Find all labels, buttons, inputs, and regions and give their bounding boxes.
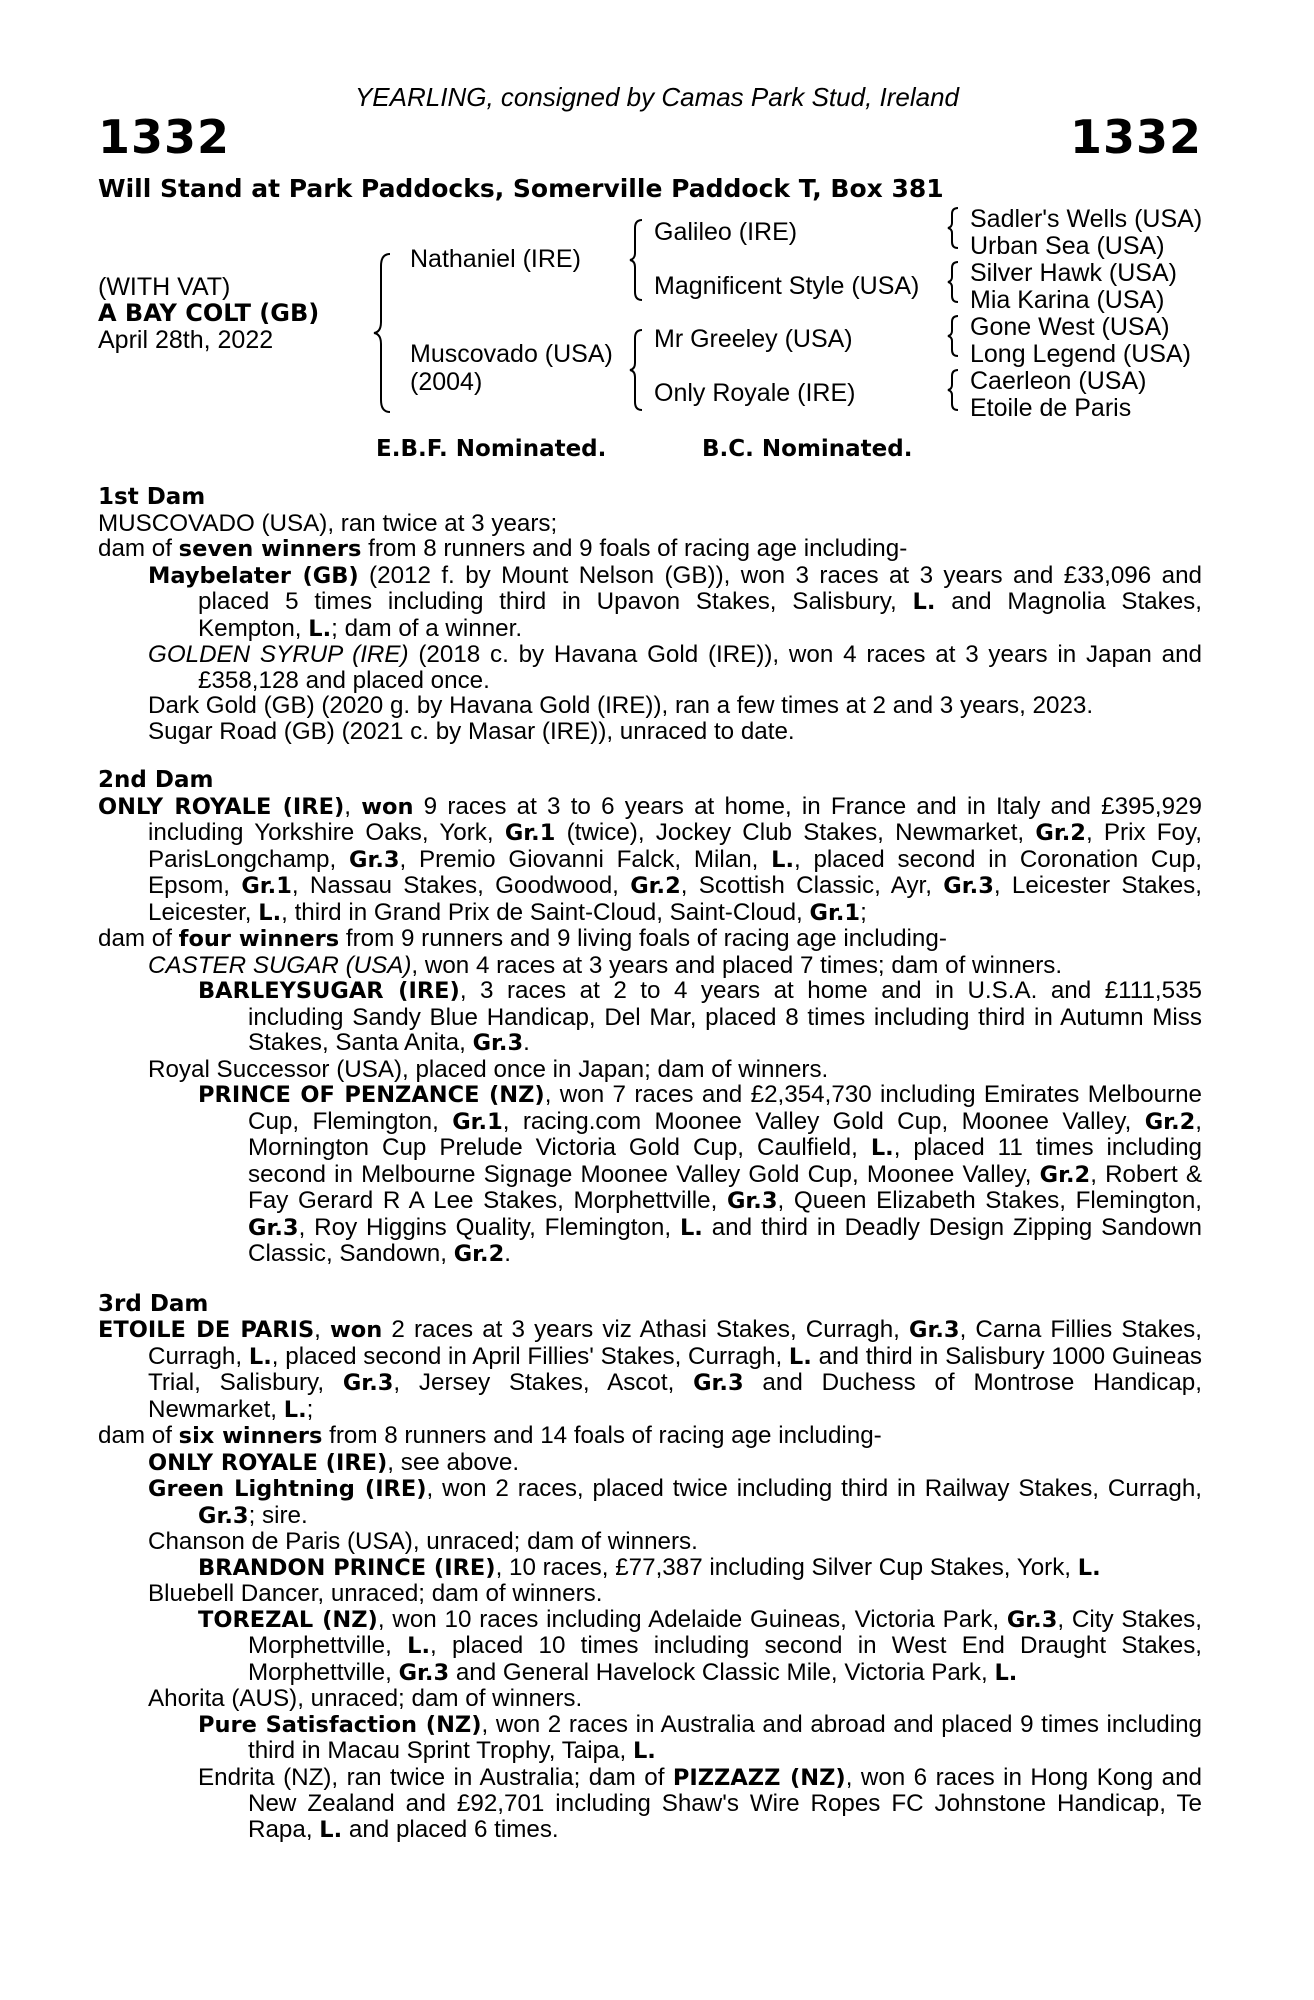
foaling-date: April 28th, 2022 <box>98 326 274 354</box>
pedigree-g4: Mia Karina (USA) <box>970 286 1165 314</box>
pedigree-brace-sire <box>628 218 646 302</box>
bc-nomination: B.C. Nominated. <box>702 436 913 462</box>
first-dam-entry: Dark Gold (GB) (2020 g. by Havana Gold (IRE)), ran a few times at 2 and 3 years, 2023. <box>148 692 1094 719</box>
pedigree-brace-g3 <box>946 314 962 358</box>
horse-name: A BAY COLT (GB) <box>98 299 320 327</box>
second-dam-grandchild: BARLEYSUGAR (IRE), 3 races at 2 to 4 years at home and in U.S.A. and £111,535 including Sandy Blue Handicap, Del Mar, placed 8 times including third in Autumn Miss Stakes, Santa Anita, Gr.3. <box>198 977 1202 1056</box>
first-dam-entry: Maybelater (GB) (2012 f. by Mount Nelson (GB)), won 3 races at 3 years and £33,096 and placed 5 times including third in Upavon Stakes, Salisbury, L. and Magnolia Stakes, Kempton, L.; dam of a winner. <box>148 561 1202 642</box>
third-dam-grandchild: TOREZAL (NZ), won 10 races including Adelaide Guineas, Victoria Park, Gr.3, City Stakes, Morphettville, L., placed 10 times including second in West End Draught Stakes, Morphettville, Gr.3 and General Havelock Classic Mile, Victoria Park, L. <box>198 1605 1203 1686</box>
pedigree-sire: Nathaniel (IRE) <box>410 245 581 273</box>
pedigree-brace-dam <box>628 328 646 412</box>
first-dam-entry: GOLDEN SYRUP (IRE) (2018 c. by Havana Gold (IRE)), won 4 races at 3 years in Japan and £358,128 and placed once. <box>148 641 1202 694</box>
third-dam-entry: Ahorita (AUS), unraced; dam of winners. <box>148 1685 583 1712</box>
pedigree-g1: Sadler's Wells (USA) <box>970 205 1203 233</box>
third-dam-entry: Green Lightning (IRE), won 2 races, placed twice including third in Railway Stakes, Curragh, Gr.3; sire. <box>148 1475 1203 1529</box>
pedigree-sire-dam: Magnificent Style (USA) <box>654 272 920 300</box>
third-dam-entry: Bluebell Dancer, unraced; dam of winners. <box>148 1580 603 1607</box>
pedigree-dam-sire: Mr Greeley (USA) <box>654 325 853 353</box>
third-dam-produce-summary: dam of six winners from 8 runners and 14 foals of racing age including- <box>98 1422 882 1449</box>
pedigree-g3: Silver Hawk (USA) <box>970 259 1177 287</box>
second-dam-entry: Royal Successor (USA), placed once in Japan; dam of winners. <box>148 1055 829 1083</box>
pedigree-g5: Gone West (USA) <box>970 313 1170 341</box>
first-dam-heading: 1st Dam <box>98 484 206 510</box>
pedigree-sire-sire: Galileo (IRE) <box>654 218 798 246</box>
second-dam-heading: 2nd Dam <box>98 767 214 793</box>
third-dam-grandchild: Pure Satisfaction (NZ), won 2 races in Australia and abroad and placed 9 times including third in Macau Sprint Trophy, Taipa, L. <box>198 1710 1202 1764</box>
third-dam-record: ETOILE DE PARIS, won 2 races at 3 years viz Athasi Stakes, Curragh, Gr.3, Carna Fillies Stakes, Curragh, L., placed second in April Fillies' Stakes, Curragh, L. and third in Salisbury 1000 Guineas Trial, Salisbury, Gr.3, Jersey Stakes, Ascot, Gr.3 and Duchess of Montrose Handicap, Newmarket, L.; <box>98 1316 1202 1423</box>
pedigree-g6: Long Legend (USA) <box>970 340 1191 368</box>
third-dam-heading: 3rd Dam <box>98 1290 209 1317</box>
pedigree-g8: Etoile de Paris <box>970 394 1132 422</box>
third-dam-grandchild: Endrita (NZ), ran twice in Australia; dam of PIZZAZZ (NZ), won 6 races in Hong Kong and New Zealand and £92,701 including Shaw's Wire Ropes FC Johnstone Handicap, Te Rapa, L. and placed 6 times. <box>198 1763 1202 1843</box>
first-dam-produce-summary: dam of seven winners from 8 runners and 9 foals of racing age including- <box>98 535 908 562</box>
pedigree-g2: Urban Sea (USA) <box>970 232 1165 260</box>
second-dam-produce-summary: dam of four winners from 9 runners and 9 living foals of racing age including- <box>98 925 947 952</box>
third-dam-entry: ONLY ROYALE (IRE), see above. <box>148 1448 520 1476</box>
second-dam-grandchild: PRINCE OF PENZANCE (NZ), won 7 races and £2,354,730 including Emirates Melbourne Cup, Flemington, Gr.1, racing.com Moonee Valley Gold Cup, Moonee Valley, Gr.2, Mornington Cup Prelude Victoria Gold Cup, Caulfield, L., placed 11 times including second in Melbourne Signage Moonee Valley Gold Cup, Moonee Valley, Gr.2, Robert & Fay Gerard R A Lee Stakes, Morphettville, Gr.3, Queen Elizabeth Stakes, Flemington, Gr.3, Roy Higgins Quality, Flemington, L. and third in Deadly Design Zipping Sandown Classic, Sandown, Gr.2. <box>198 1081 1203 1267</box>
pedigree-brace-g1 <box>946 206 962 250</box>
second-dam-entry: CASTER SUGAR (USA), won 4 races at 3 years and placed 7 times; dam of winners. <box>148 951 1063 979</box>
ebf-nomination: E.B.F. Nominated. <box>376 436 607 462</box>
catalogue-body <box>98 485 1202 1843</box>
pedigree-dam-dam: Only Royale (IRE) <box>654 379 856 407</box>
pedigree-brace-g2 <box>946 260 962 304</box>
vat-note: (WITH VAT) <box>98 273 231 301</box>
pedigree-g7: Caerleon (USA) <box>970 367 1147 395</box>
stand-location: Will Stand at Park Paddocks, Somerville Paddock T, Box 381 <box>98 174 944 203</box>
pedigree-brace-main <box>372 252 394 414</box>
lot-number-right: 1332 <box>1069 110 1202 164</box>
first-dam-intro: MUSCOVADO (USA), ran twice at 3 years; <box>98 509 558 537</box>
pedigree-brace-g4 <box>946 368 962 412</box>
third-dam-entry: Chanson de Paris (USA), unraced; dam of winners. <box>148 1528 698 1555</box>
third-dam-grandchild: BRANDON PRINCE (IRE), 10 races, £77,387 including Silver Cup Stakes, York, L. <box>198 1553 1101 1581</box>
second-dam-record: ONLY ROYALE (IRE), won 9 races at 3 to 6 years at home, in France and in Italy and £395,929 including Yorkshire Oaks, York, Gr.1 (twice), Jockey Club Stakes, Newmarket, Gr.2, Prix Foy, ParisLongchamp, Gr.3, Premio Giovanni Falck, Milan, L., placed second in Coronation Cup, Epsom, Gr.1, Nassau Stakes, Goodwood, Gr.2, Scottish Classic, Ayr, Gr.3, Leicester Stakes, Leicester, L., third in Grand Prix de Saint-Cloud, Saint-Cloud, Gr.1; <box>98 792 1202 926</box>
pedigree-dam-year: (2004) <box>410 368 483 396</box>
pedigree-dam: Muscovado (USA) <box>410 340 613 368</box>
lot-number-left: 1332 <box>98 110 231 164</box>
first-dam-entry: Sugar Road (GB) (2021 c. by Masar (IRE)), unraced to date. <box>148 717 795 745</box>
consignor-line: YEARLING, consigned by Camas Park Stud, Ireland <box>354 82 960 112</box>
